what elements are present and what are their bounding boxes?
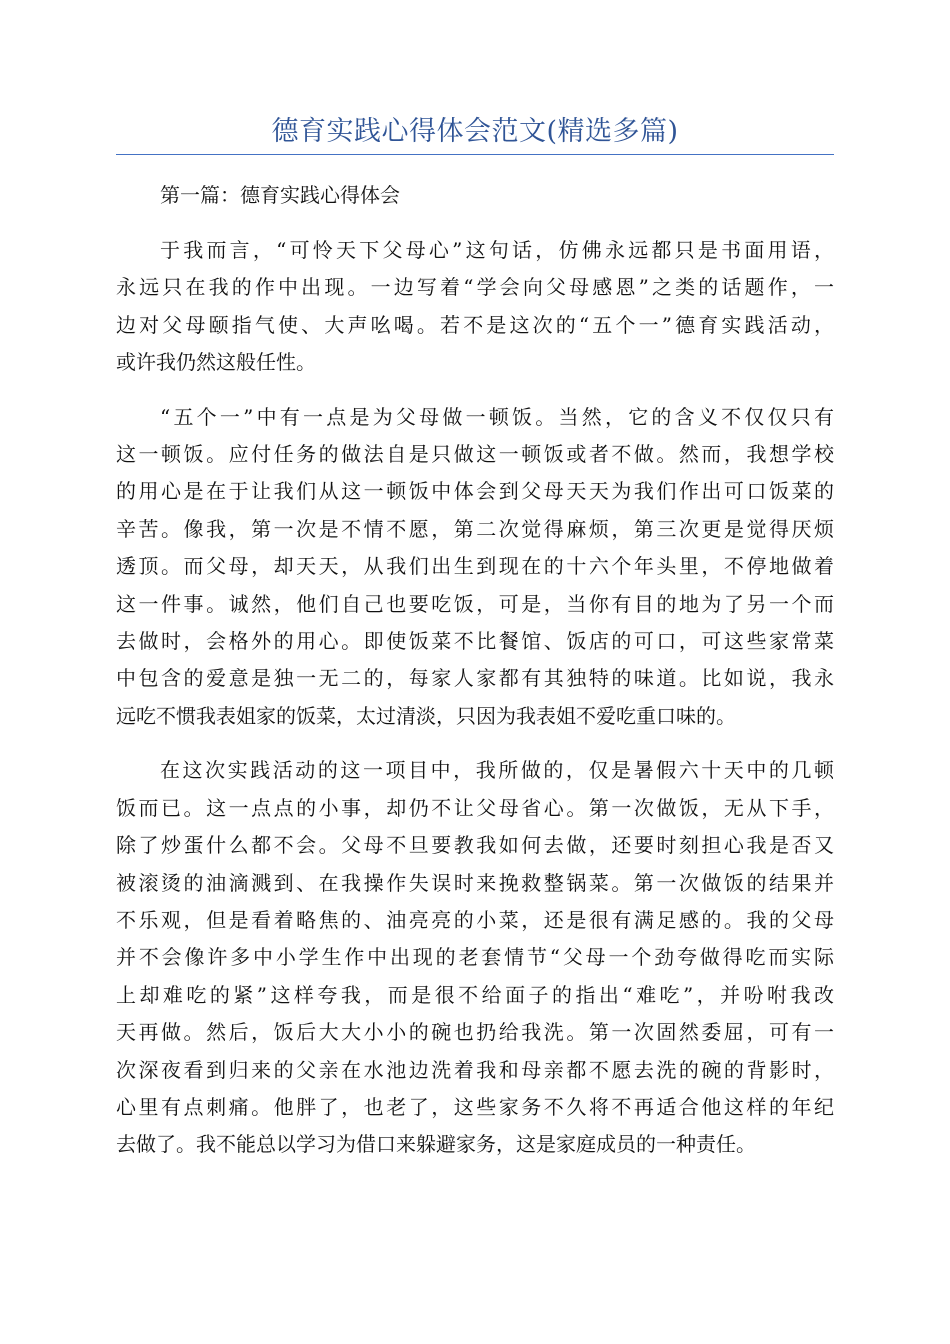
paragraph-line: 被滚烫的油滴溅到、在我操作失误时来挽救整锅菜。第一次做饭的结果并 (116, 870, 834, 895)
paragraph-line: 这一顿饭。应付任务的做法自是只做这一顿饭或者不做。然而，我想学校 (116, 442, 834, 467)
title-underline (116, 154, 834, 155)
paragraph-line: 的用心是在于让我们从这一顿饭中体会到父母天天为我们作出可口饭菜的 (116, 479, 834, 504)
paragraph-line: 去做时，会格外的用心。即使饭菜不比餐馆、饭店的可口，可这些家常菜 (116, 629, 834, 654)
paragraph (116, 232, 834, 382)
paragraph-line: 心里有点刺痛。他胖了，也老了，这些家务不久将不再适合他这样的年纪 (116, 1094, 834, 1119)
paragraph-line: 辛苦。像我，第一次是不情不愿，第二次觉得麻烦，第三次更是觉得厌烦 (116, 516, 834, 541)
paragraph-line: 并不会像许多中小学生作中出现的老套情节“父母一个劲夸做得吃而实际 (116, 945, 834, 970)
paragraph-line: 边对父母颐指气使、大声吆喝。若不是这次的“五个一”德育实践活动， (116, 312, 834, 337)
paragraph-line: 这一件事。诚然，他们自己也要吃饭，可是，当你有目的地为了另一个而 (116, 591, 834, 616)
section-heading: 第一篇：德育实践心得体会 (160, 183, 400, 207)
document-title: 德育实践心得体会范文(精选多篇) (271, 116, 679, 147)
paragraph-line: 不乐观，但是看着略焦的、油亮亮的小菜，还是很有满足感的。我的父母 (116, 907, 834, 932)
paragraph (116, 752, 834, 1163)
paragraph-line: “五个一”中有一点是为父母做一顿饭。当然，它的含义不仅仅只有 (160, 404, 834, 429)
paragraph-list (116, 232, 834, 1164)
paragraph-line: 于我而言，“可怜天下父母心”这句话，仿佛永远都只是书面用语， (160, 238, 834, 262)
paragraph-line: 去做了。我不能总以学习为借口来躲避家务，这是家庭成员的一种责任。 (116, 1132, 756, 1157)
paragraph-line: 饭而已。这一点点的小事，却仍不让父母省心。第一次做饭，无从下手， (116, 795, 834, 820)
paragraph-line: 永远只在我的作中出现。一边写着“学会向父母感恩”之类的话题作，一 (116, 275, 834, 300)
paragraph-line: 上却难吃的紧”这样夸我，而是很不给面子的指出“难吃”，并吩咐我改 (116, 982, 834, 1007)
paragraph (116, 399, 834, 736)
paragraph-line: 在这次实践活动的这一项目中，我所做的，仅是暑假六十天中的几顿 (160, 758, 834, 783)
paragraph-line: 除了炒蛋什么都不会。父母不旦要教我如何去做，还要时刻担心我是否又 (116, 833, 834, 858)
paragraph-line: 远吃不惯我表姐家的饭菜，太过清淡，只因为我表姐不爱吃重口味的。 (116, 703, 736, 728)
paragraph-line: 中包含的爱意是独一无二的，每家人家都有其独特的味道。比如说，我永 (116, 666, 834, 691)
document-body (116, 177, 834, 1181)
paragraph-line: 次深夜看到归来的父亲在水池边洗着我和母亲都不愿去洗的碗的背影时， (116, 1057, 834, 1082)
paragraph-line: 透顶。而父母，却天天，从我们出生到现在的十六个年头里，不停地做着 (116, 554, 834, 579)
paragraph-line: 天再做。然后，饭后大大小小的碗也扔给我洗。第一次固然委屈，可有一 (116, 1020, 834, 1045)
paragraph-line: 或许我仍然这般任性。 (116, 350, 316, 375)
